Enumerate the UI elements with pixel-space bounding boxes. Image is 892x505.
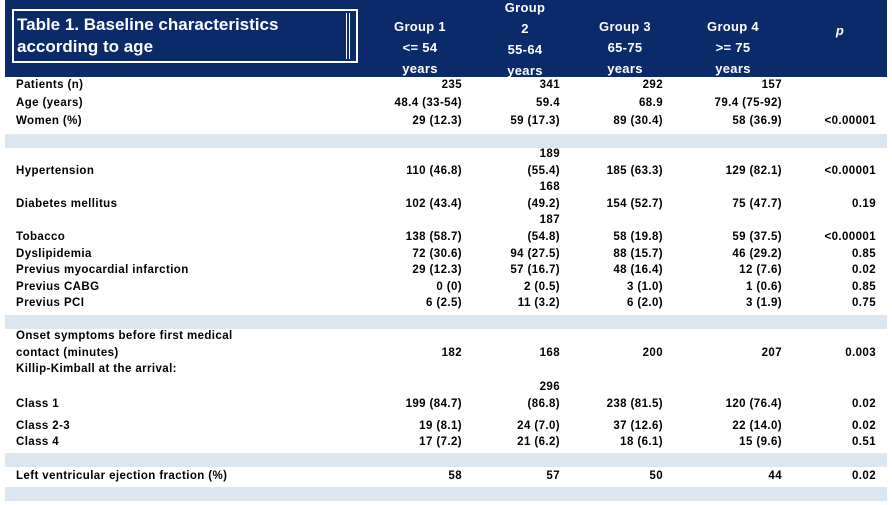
cell-pci-g3: 6 (2.0) (626, 297, 663, 309)
row-label-onset-line2: contact (minutes) (16, 347, 119, 359)
cell-diabetes-g4: 75 (47.7) (732, 198, 782, 210)
cell-women-g2: 59 (17.3) (510, 115, 560, 127)
cell-age-g4: 79.4 (75-92) (714, 97, 782, 109)
row-label-cabg: Previus CABG (16, 281, 100, 293)
cell-hypertension-p: <0.00001 (824, 165, 876, 177)
cell-tobacco-g1: 138 (58.7) (405, 231, 462, 243)
header-group4: Group 4 >= 75 years (707, 19, 759, 76)
cell-mi-g4: 12 (7.6) (739, 264, 782, 276)
cell-onset-p: 0.003 (845, 347, 876, 359)
cell-cabg-g4: 1 (0.6) (745, 281, 782, 293)
header-group1: Group 1 <= 54 years (394, 19, 446, 76)
row-label-killip: Killip-Kimball at the arrival: (16, 363, 177, 375)
cell-class23-g1: 19 (8.1) (419, 420, 462, 432)
cell-lvef-g2: 57 (546, 470, 560, 482)
cell-age-g2: 59.4 (536, 97, 560, 109)
cell-class1-p: 0.02 (852, 398, 876, 410)
table-header (5, 0, 887, 77)
cell-hypertension-g4: 129 (82.1) (725, 165, 782, 177)
cell-women-g3: 89 (30.4) (613, 115, 663, 127)
row-label-women: Women (%) (16, 115, 82, 127)
cell-class23-g4: 22 (14.0) (732, 420, 782, 432)
separator-band (5, 487, 887, 501)
cell-class1-g3: 238 (81.5) (606, 398, 663, 410)
row-label-mi: Previus myocardial infarction (16, 264, 189, 276)
cell-mi-p: 0.02 (852, 264, 876, 276)
cell-dyslipidemia-p: 0.85 (852, 248, 876, 260)
cell-tobacco-g4: 59 (37.5) (732, 231, 782, 243)
cell-class1-g1: 199 (84.7) (405, 398, 462, 410)
cell-class4-g4: 15 (9.6) (739, 436, 782, 448)
cell-hypertension-g2-line2: (55.4) (527, 165, 560, 177)
cell-onset-g3: 200 (642, 347, 663, 359)
table-title: Table 1. Baseline characteristics according to age (17, 15, 279, 56)
cell-diabetes-g1: 102 (43.4) (405, 198, 462, 210)
row-label-tobacco: Tobacco (16, 231, 66, 243)
cell-lvef-g4: 44 (768, 470, 782, 482)
separator-band (5, 453, 887, 467)
cell-lvef-p: 0.02 (852, 470, 876, 482)
row-label-hypertension: Hypertension (16, 165, 95, 177)
cell-tobacco-g3: 58 (19.8) (613, 231, 663, 243)
cell-patients-g1: 235 (441, 79, 462, 91)
cell-class4-g1: 17 (7.2) (419, 436, 462, 448)
cell-mi-g1: 29 (12.3) (412, 264, 462, 276)
cell-tobacco-g2-line2: (54.8) (527, 231, 560, 243)
title-box-rule (346, 13, 350, 59)
cell-diabetes-g3: 154 (52.7) (606, 198, 663, 210)
cell-pci-g4: 3 (1.9) (745, 297, 782, 309)
cell-mi-g2: 57 (16.7) (510, 264, 560, 276)
cell-women-g4: 58 (36.9) (732, 115, 782, 127)
cell-tobacco-p: <0.00001 (824, 231, 876, 243)
cell-pci-g2: 11 (3.2) (517, 297, 560, 309)
cell-patients-g3: 292 (642, 79, 663, 91)
cell-patients-g4: 157 (761, 79, 782, 91)
row-label-onset-line1: Onset symptoms before first medical (16, 330, 233, 342)
cell-class1-g4: 120 (76.4) (725, 398, 782, 410)
header-p: p (835, 23, 845, 38)
cell-lvef-g3: 50 (649, 470, 663, 482)
cell-pci-p: 0.75 (852, 297, 876, 309)
row-label-class1: Class 1 (16, 398, 60, 410)
cell-dyslipidemia-g2: 94 (27.5) (510, 248, 560, 260)
cell-diabetes-g2-line1: 168 (539, 181, 560, 193)
cell-class23-p: 0.02 (852, 420, 876, 432)
row-label-class23: Class 2-3 (16, 420, 71, 432)
cell-class1-g2-line2: (86.8) (527, 398, 560, 410)
header-group2: Group 2 55-64 years (504, 0, 546, 78)
cell-lvef-g1: 58 (448, 470, 462, 482)
row-label-lvef: Left ventricular ejection fraction (%) (16, 470, 228, 482)
cell-tobacco-g2-line1: 187 (539, 214, 560, 226)
cell-class4-g3: 18 (6.1) (620, 436, 663, 448)
header-group3: Group 3 65-75 years (599, 19, 651, 76)
cell-cabg-g3: 3 (1.0) (626, 281, 663, 293)
row-label-patients: Patients (n) (16, 79, 84, 91)
cell-class4-g2: 21 (6.2) (517, 436, 560, 448)
cell-onset-g1: 182 (441, 347, 462, 359)
cell-dyslipidemia-g1: 72 (30.6) (412, 248, 462, 260)
cell-cabg-g2: 2 (0.5) (523, 281, 560, 293)
cell-class4-p: 0.51 (852, 436, 876, 448)
separator-band (5, 134, 887, 148)
row-label-diabetes: Diabetes mellitus (16, 198, 118, 210)
cell-women-p: <0.00001 (824, 115, 876, 127)
row-label-dyslipidemia: Dyslipidemia (16, 248, 92, 260)
cell-class23-g2: 24 (7.0) (517, 420, 560, 432)
cell-onset-g4: 207 (761, 347, 782, 359)
cell-class1-g2-line1: 296 (539, 381, 560, 393)
cell-pci-g1: 6 (2.5) (425, 297, 462, 309)
cell-hypertension-g2-line1: 189 (539, 148, 560, 160)
cell-hypertension-g1: 110 (46.8) (406, 165, 462, 177)
cell-age-g3: 68.9 (639, 97, 663, 109)
cell-patients-g2: 341 (539, 79, 560, 91)
row-label-pci: Previus PCI (16, 297, 85, 309)
cell-age-g1: 48.4 (33-54) (394, 97, 462, 109)
cell-dyslipidemia-g4: 46 (29.2) (732, 248, 782, 260)
cell-cabg-p: 0.85 (852, 281, 876, 293)
row-label-age: Age (years) (16, 97, 84, 109)
cell-mi-g3: 48 (16.4) (613, 264, 663, 276)
cell-cabg-g1: 0 (0) (436, 281, 462, 293)
cell-diabetes-g2-line2: (49.2) (527, 198, 560, 210)
cell-women-g1: 29 (12.3) (412, 115, 462, 127)
cell-hypertension-g3: 185 (63.3) (606, 165, 663, 177)
cell-onset-g2: 168 (539, 347, 560, 359)
row-label-class4: Class 4 (16, 436, 60, 448)
cell-diabetes-p: 0.19 (852, 198, 876, 210)
cell-class23-g3: 37 (12.6) (613, 420, 663, 432)
cell-dyslipidemia-g3: 88 (15.7) (613, 248, 663, 260)
separator-band (5, 315, 887, 329)
